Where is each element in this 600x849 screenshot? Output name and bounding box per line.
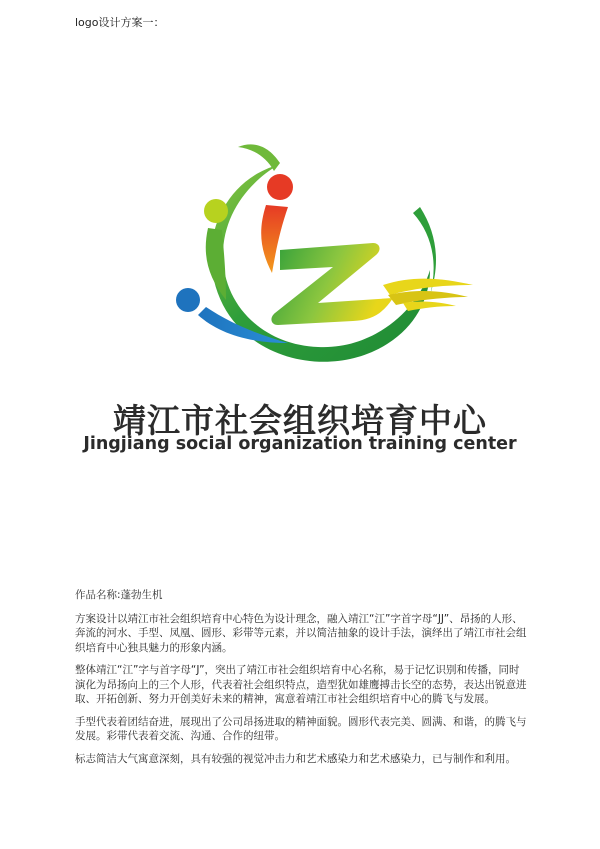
page-heading: logo设计方案一： — [75, 16, 165, 29]
org-name-en: Jingjiang social organization training center — [83, 434, 517, 454]
description-paragraph: 手型代表着团结奋进，展现出了公司昂扬进取的精神面貌。圆形代表完美、圆满、和谐，的腾飞与发展。彩带代表着交流、沟通、合作的纽带。 — [75, 715, 527, 742]
z-shape — [271, 243, 393, 325]
description-paragraph: 标志简洁大气寓意深刻，具有较强的视觉冲击力和艺术感染力和艺术感染力，已与制作和利用。 — [75, 752, 516, 765]
description-block — [75, 588, 530, 774]
blue-figure-head — [176, 288, 200, 312]
jingjiang-logo-icon — [168, 135, 483, 375]
org-name-cn: 靖江市社会组织培育中心 — [113, 401, 487, 440]
work-name: 作品名称:蓬勃生机 — [75, 589, 163, 601]
description-paragraph: 整体靖江“江”字与首字母“J”，突出了靖江市社会组织培育中心名称，易于记忆识别和传播，同时演化为昂扬向上的三个人形，代表着社会组织特点，造型犹如雄鹰搏击长空的态势，表达出锐意进取、开拓创新、努力开创美好未来的精神，寓意着靖江市社会组织培育中心的腾飞与发展。 — [75, 664, 527, 705]
ribbon-3 — [403, 302, 456, 311]
red-figure-head — [267, 174, 293, 200]
logo-emblem — [168, 135, 483, 375]
description-paragraph: 方案设计以靖江市社会组织培育中心特色为设计理念，融入靖江“江”字首字母“JJ”、昂扬的人形、奔流的河水、手型、凤凰、圆形、彩带等元素，并以简洁抽象的设计手法，演绎出了靖江市社会组织培育中心独具魅力的形象内涵。 — [75, 612, 527, 654]
lime-figure-head — [204, 199, 228, 223]
